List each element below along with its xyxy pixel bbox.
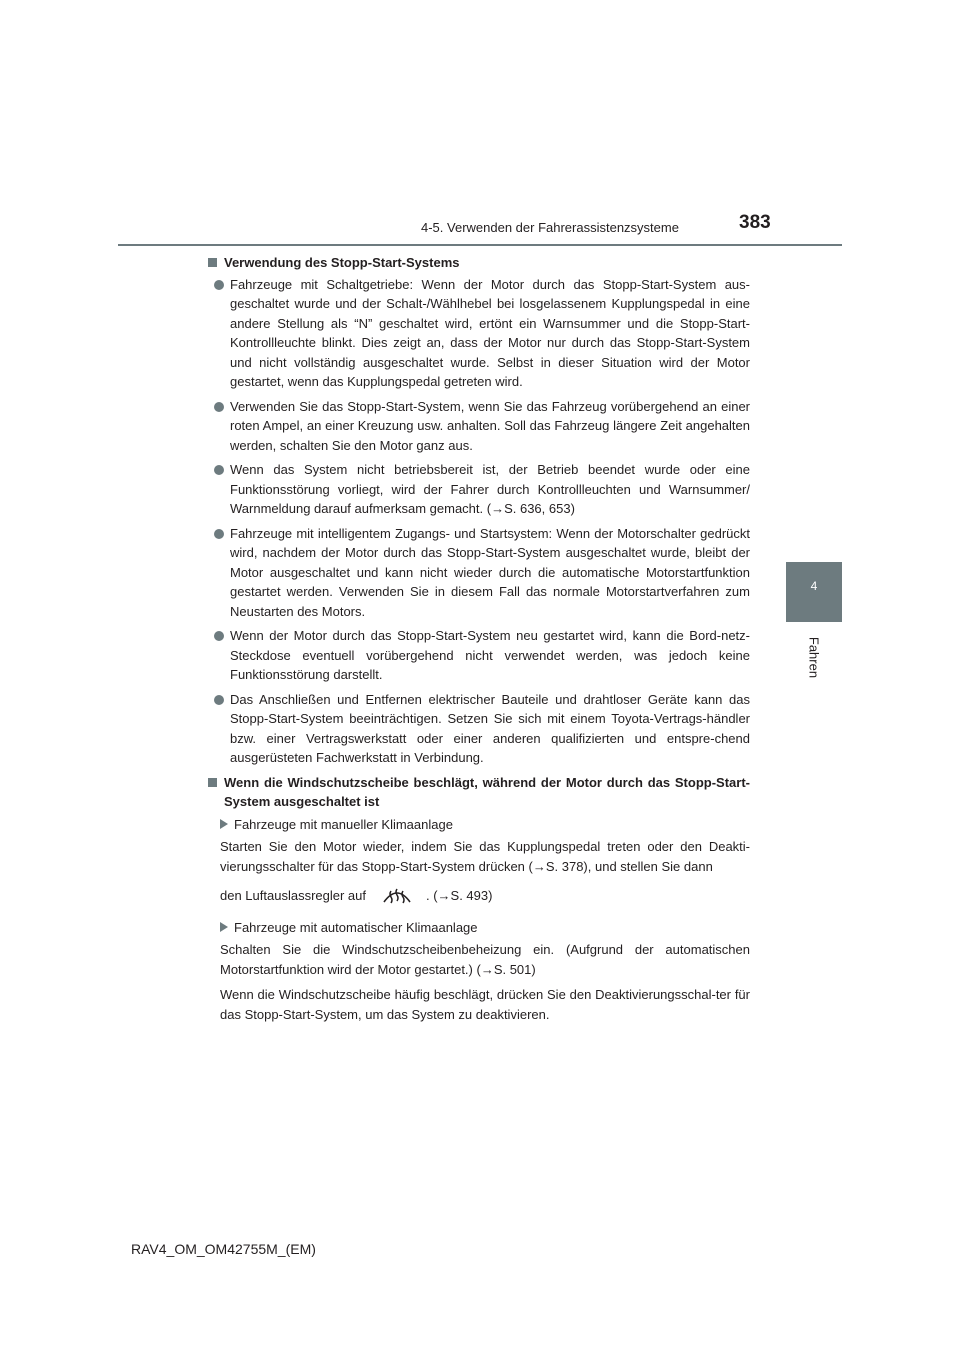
list-item (214, 275, 750, 392)
list-item-text: Das Anschließen und Entfernen elektrischer Bauteile und drahtloser Geräte kann das Stopp-Start-System beeinträchtigen. Setzen Sie sich mit einem Toyota-Vertrags-händler bzw. einer Vertragswerkstatt oder einer anderen qualifizierten und entspre-chend ausgerüsteten Fachwerkstatt in Verbindung. (230, 691, 750, 765)
circle-bullet-icon (214, 280, 224, 290)
chapter-tab-label: Fahren (806, 636, 822, 679)
page-number: 383 (739, 212, 771, 233)
list-item (214, 460, 750, 519)
list-item (214, 690, 750, 768)
paragraph-with-icon (220, 882, 750, 912)
list-item-text: Wenn der Motor durch das Stopp-Start-System neu gestartet wird, kann die Bord-netz-Steckdose eventuell vorübergehend nicht verwendet werden, was jedoch keine Funktionsstörung darstellt. (230, 628, 750, 682)
list-item-text: Fahrzeuge mit intelligentem Zugangs- und Startsystem: Wenn der Motorschalter gedrückt wird, nachdem der Motor durch das Stopp-Start-System ausgeschaltet wurde, bleibt der Motor ausgeschaltet und kann nicht wieder durch die automatische Motorstartfunktion gestartet werden. Verwenden Sie in diesem Fall das normale Motorstartverfahren zum Neustarten des Motors. (230, 525, 750, 619)
triangle-bullet-icon (220, 922, 228, 932)
circle-bullet-icon (214, 402, 224, 412)
paragraph-text: . (→S. 493) (425, 888, 493, 904)
list-item-text: Fahrzeuge mit Schaltgetriebe: Wenn der Motor durch das Stopp-Start-System aus-geschaltet wurde und der Schalt-/Wählhebel bei losgelassenem Kupplungspedal in eine andere Stellung als “N” geschaltet wird, ertönt ein Warnsummer und die Stopp-Start-Kontrollleuchte blinkt. Dies zeigt an, dass der Motor nur durch das Stopp-Start-System und nicht vollständig ausgeschaltet wurde. Selbst in dieser Situation wird der Motor gestartet, wenn das Kupplungspedal getreten wird. (230, 276, 750, 389)
sub-heading-text: Fahrzeuge mit automatischer Klimaanlage (234, 919, 478, 935)
list-item (214, 626, 750, 685)
sub-heading (220, 815, 750, 835)
circle-bullet-icon (214, 695, 224, 705)
section-heading-text: Wenn die Windschutzscheibe beschlägt, während der Motor durch das Stopp-Start-System ausgeschaltet ist (224, 774, 750, 809)
square-bullet-icon (208, 778, 217, 787)
section-heading (208, 773, 750, 812)
square-bullet-icon (208, 258, 217, 267)
windshield-defroster-icon (382, 882, 412, 912)
circle-bullet-icon (214, 631, 224, 641)
list-item (214, 397, 750, 456)
section-heading-text: Verwendung des Stopp-Start-Systems (224, 255, 460, 270)
triangle-bullet-icon (220, 819, 228, 829)
circle-bullet-icon (214, 465, 224, 475)
document-code: RAV4_OM_OM42755M_(EM) (131, 1241, 316, 1257)
chapter-tab-number: 4 (810, 579, 818, 593)
section-heading (208, 253, 750, 273)
sub-heading (220, 918, 750, 938)
paragraph-text: den Luftauslassregler auf (220, 888, 366, 904)
paragraph: Starten Sie den Motor wieder, indem Sie das Kupplungspedal treten oder den Deakti-vierungsschalter für das Stopp-Start-System drücken (→S. 378), und stellen Sie dann (220, 839, 750, 874)
list-item-text: Verwenden Sie das Stopp-Start-System, wenn Sie das Fahrzeug vorübergehend an einer roten Ampel, an einer Kreuzung usw. anhalten. Soll das Fahrzeug längere Zeit angehalten werden, schalten Sie den Motor ganz aus. (230, 398, 750, 453)
paragraph: Wenn die Windschutzscheibe häufig beschlägt, drücken Sie den Deaktivierungsschal-ter für das Stopp-Start-System, um das System zu deaktivieren. (220, 987, 750, 1022)
list-item-text: Wenn das System nicht betriebsbereit ist, der Betrieb beendet wurde oder eine Funktionsstörung vorliegt, wird der Fahrer durch Kontrollleuchten und Warnsummer/ Warnmeldung darauf aufmerksam gemacht. (→S. 636, 653) (230, 462, 750, 516)
circle-bullet-icon (214, 529, 224, 539)
chapter-tab (786, 562, 842, 622)
header-section-title: 4-5. Verwenden der Fahrerassistenzsysteme (421, 220, 679, 235)
header-divider (118, 244, 842, 246)
sub-heading-text: Fahrzeuge mit manueller Klimaanlage (234, 816, 453, 832)
list-item (214, 524, 750, 622)
page-content (208, 253, 750, 1030)
paragraph: Schalten Sie die Windschutzscheibenbeheizung ein. (Aufgrund der automatischen Motorstartfunktion wird der Motor gestartet.) (→S. 501) (220, 942, 750, 977)
